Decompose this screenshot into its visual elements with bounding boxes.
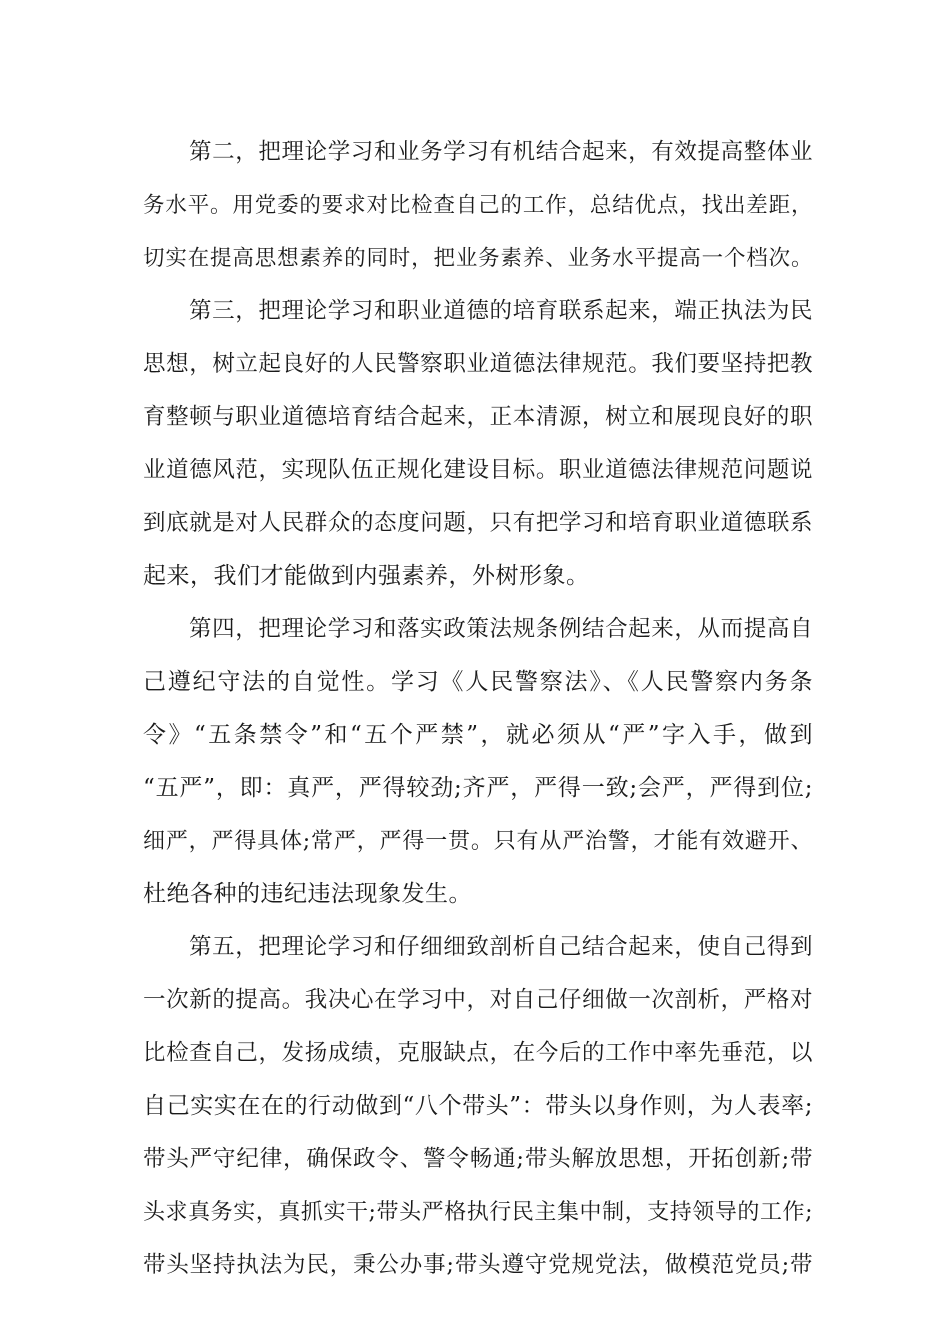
text-line: 自己实实在在的行动做到“八个带头”：带头以身作则，为人表率; xyxy=(143,1093,813,1119)
text-line: 带头严守纪律，确保政令、警令畅通;带头解放思想，开拓创新;带 xyxy=(143,1146,813,1172)
text-line: 务水平。用党委的要求对比检查自己的工作，总结优点，找出差距， xyxy=(143,193,813,218)
text-line: 头求真务实，真抓实干;带头严格执行民主集中制，支持领导的工作; xyxy=(143,1200,813,1225)
text-line: 业道德风范，实现队伍正规化建设目标。职业道德法律规范问题说 xyxy=(143,457,813,483)
text-line: 思想，树立起良好的人民警察职业道德法律规范。我们要坚持把教 xyxy=(143,351,813,377)
text-line: 第四，把理论学习和落实政策法规条例结合起来，从而提高自 xyxy=(189,616,813,642)
document-body xyxy=(143,126,813,1292)
text-line: 第五，把理论学习和仔细细致剖析自己结合起来，使自己得到 xyxy=(189,934,813,960)
text-line: 育整顿与职业道德培育结合起来，正本清源，树立和展现良好的职 xyxy=(143,404,813,430)
text-line: 己遵纪守法的自觉性。学习《人民警察法》、《人民警察内务条 xyxy=(143,669,813,695)
text-line: 带头坚持执法为民，秉公办事;带头遵守党规党法，做模范党员;带 xyxy=(143,1252,813,1278)
text-line: 细严，严得具体;常严，严得一贯。只有从严治警，才能有效避开、 xyxy=(143,829,813,854)
text-line: 第二，把理论学习和业务学习有机结合起来，有效提高整体业 xyxy=(189,139,813,165)
text-line: 到底就是对人民群众的态度问题，只有把学习和培育职业道德联系 xyxy=(143,510,813,536)
text-line: 一次新的提高。我决心在学习中，对自己仔细做一次剖析，严格对 xyxy=(143,987,813,1013)
text-line: 比检查自己，发扬成绩，克服缺点，在今后的工作中率先垂范，以 xyxy=(143,1040,813,1066)
text-line: 起来，我们才能做到内强素养，外树形象。 xyxy=(143,563,590,589)
text-line: 令》“五条禁令”和“五个严禁”，就必须从“严”字入手，做到 xyxy=(143,722,813,748)
text-line: “五严”，即：真严，严得较劲;齐严，严得一致;会严，严得到位; xyxy=(143,775,813,801)
text-line: 切实在提高思想素养的同时，把业务素养、业务水平提高一个档次。 xyxy=(143,246,813,271)
text-line: 第三，把理论学习和职业道德的培育联系起来，端正执法为民 xyxy=(189,298,813,324)
text-line: 杜绝各种的违纪违法现象发生。 xyxy=(143,881,472,907)
